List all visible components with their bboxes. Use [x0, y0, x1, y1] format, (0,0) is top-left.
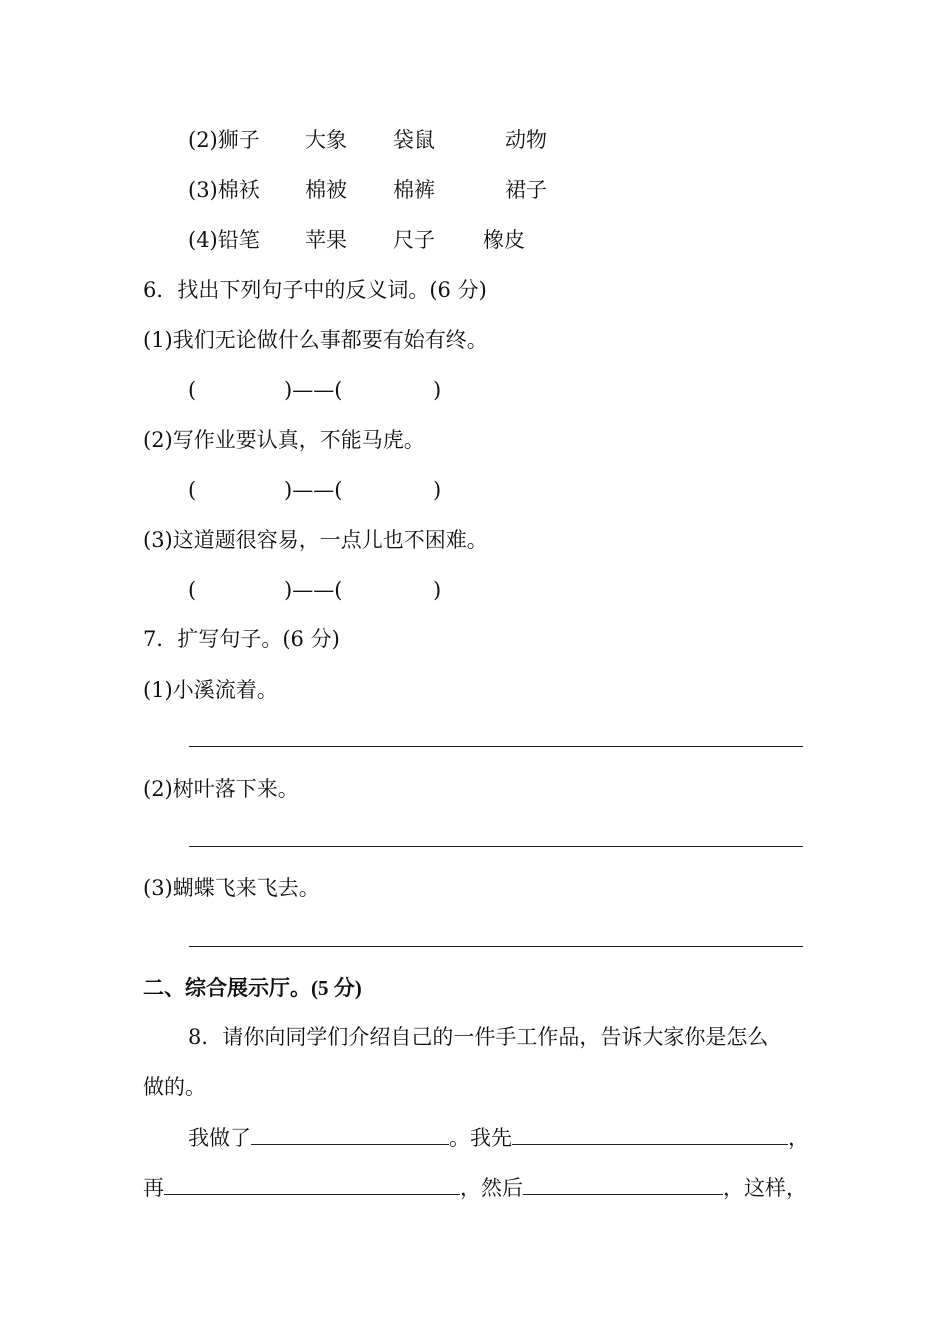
q7-answer-line-1[interactable] — [189, 746, 803, 747]
q6-sentence-1: (1)我们无论做什么事都要有始有终。 — [143, 328, 488, 352]
q8-fill-text-3: ， — [788, 1126, 809, 1150]
q8-blank-first[interactable] — [512, 1124, 788, 1145]
q8-blank-made[interactable] — [251, 1124, 449, 1145]
q7-title: 7．扩写句子。(6 分) — [143, 627, 340, 651]
q7-sentence-3: (3)蝴蝶飞来飞去。 — [143, 876, 320, 900]
q5-row-4-item-1: 苹果 — [305, 228, 347, 252]
q7-answer-line-2[interactable] — [189, 846, 803, 847]
q5-row-3-label: (3)棉袄 — [188, 178, 260, 202]
q6-answer-1-open: ( — [188, 378, 197, 402]
q5-row-2-item-1: 大象 — [305, 128, 347, 152]
q5-row-4-label: (4)铅笔 — [188, 228, 260, 252]
q5-row-3-item-1: 棉被 — [305, 178, 347, 202]
q6-answer-2-open: ( — [188, 478, 197, 502]
q6-answer-3-close[interactable]: ) — [433, 578, 442, 602]
q5-row-2-item-3: 动物 — [505, 128, 547, 152]
q6-title: 6．找出下列句子中的反义词。(6 分) — [143, 278, 487, 302]
q6-answer-1-close[interactable]: ) — [433, 378, 442, 402]
q7-sentence-2: (2)树叶落下来。 — [143, 777, 299, 801]
q8-fill-text-6: ，这样， — [723, 1176, 807, 1200]
q8-prompt-line-2: 做的。 — [143, 1075, 206, 1099]
q7-answer-line-3[interactable] — [189, 946, 803, 947]
q8-fill-text-5: ，然后 — [460, 1176, 523, 1200]
q5-row-3-item-3: 裙子 — [505, 178, 547, 202]
q6-answer-1-mid[interactable]: )——( — [284, 378, 343, 402]
q5-row-2-item-2: 袋鼠 — [393, 128, 435, 152]
q5-row-3-item-2: 棉裤 — [393, 178, 435, 202]
section-2-title: 二、综合展示厅。(5 分) — [143, 976, 362, 1000]
q8-fill-text-1: 我做了 — [188, 1126, 251, 1150]
q6-answer-3-open: ( — [188, 578, 197, 602]
q8-fill-line-2 — [143, 1174, 807, 1201]
q8-blank-then[interactable] — [164, 1174, 460, 1195]
q8-fill-text-2: 。我先 — [449, 1126, 512, 1150]
q6-sentence-3: (3)这道题很容易，一点儿也不困难。 — [143, 528, 488, 552]
q6-answer-3-mid[interactable]: )——( — [284, 578, 343, 602]
q5-row-2-label: (2)狮子 — [188, 128, 260, 152]
q6-sentence-2: (2)写作业要认真，不能马虎。 — [143, 428, 425, 452]
q5-row-4-item-2: 尺子 — [393, 228, 435, 252]
q7-sentence-1: (1)小溪流着。 — [143, 678, 278, 702]
q5-row-4-item-3: 橡皮 — [483, 228, 525, 252]
q8-prompt-line-1: 8．请你向同学们介绍自己的一件手工作品，告诉大家你是怎么 — [188, 1025, 769, 1049]
q6-answer-2-mid[interactable]: )——( — [284, 478, 343, 502]
q8-fill-text-4: 再 — [143, 1176, 164, 1200]
q8-fill-line-1 — [188, 1124, 809, 1151]
q6-answer-2-close[interactable]: ) — [433, 478, 442, 502]
q8-blank-after[interactable] — [523, 1174, 723, 1195]
